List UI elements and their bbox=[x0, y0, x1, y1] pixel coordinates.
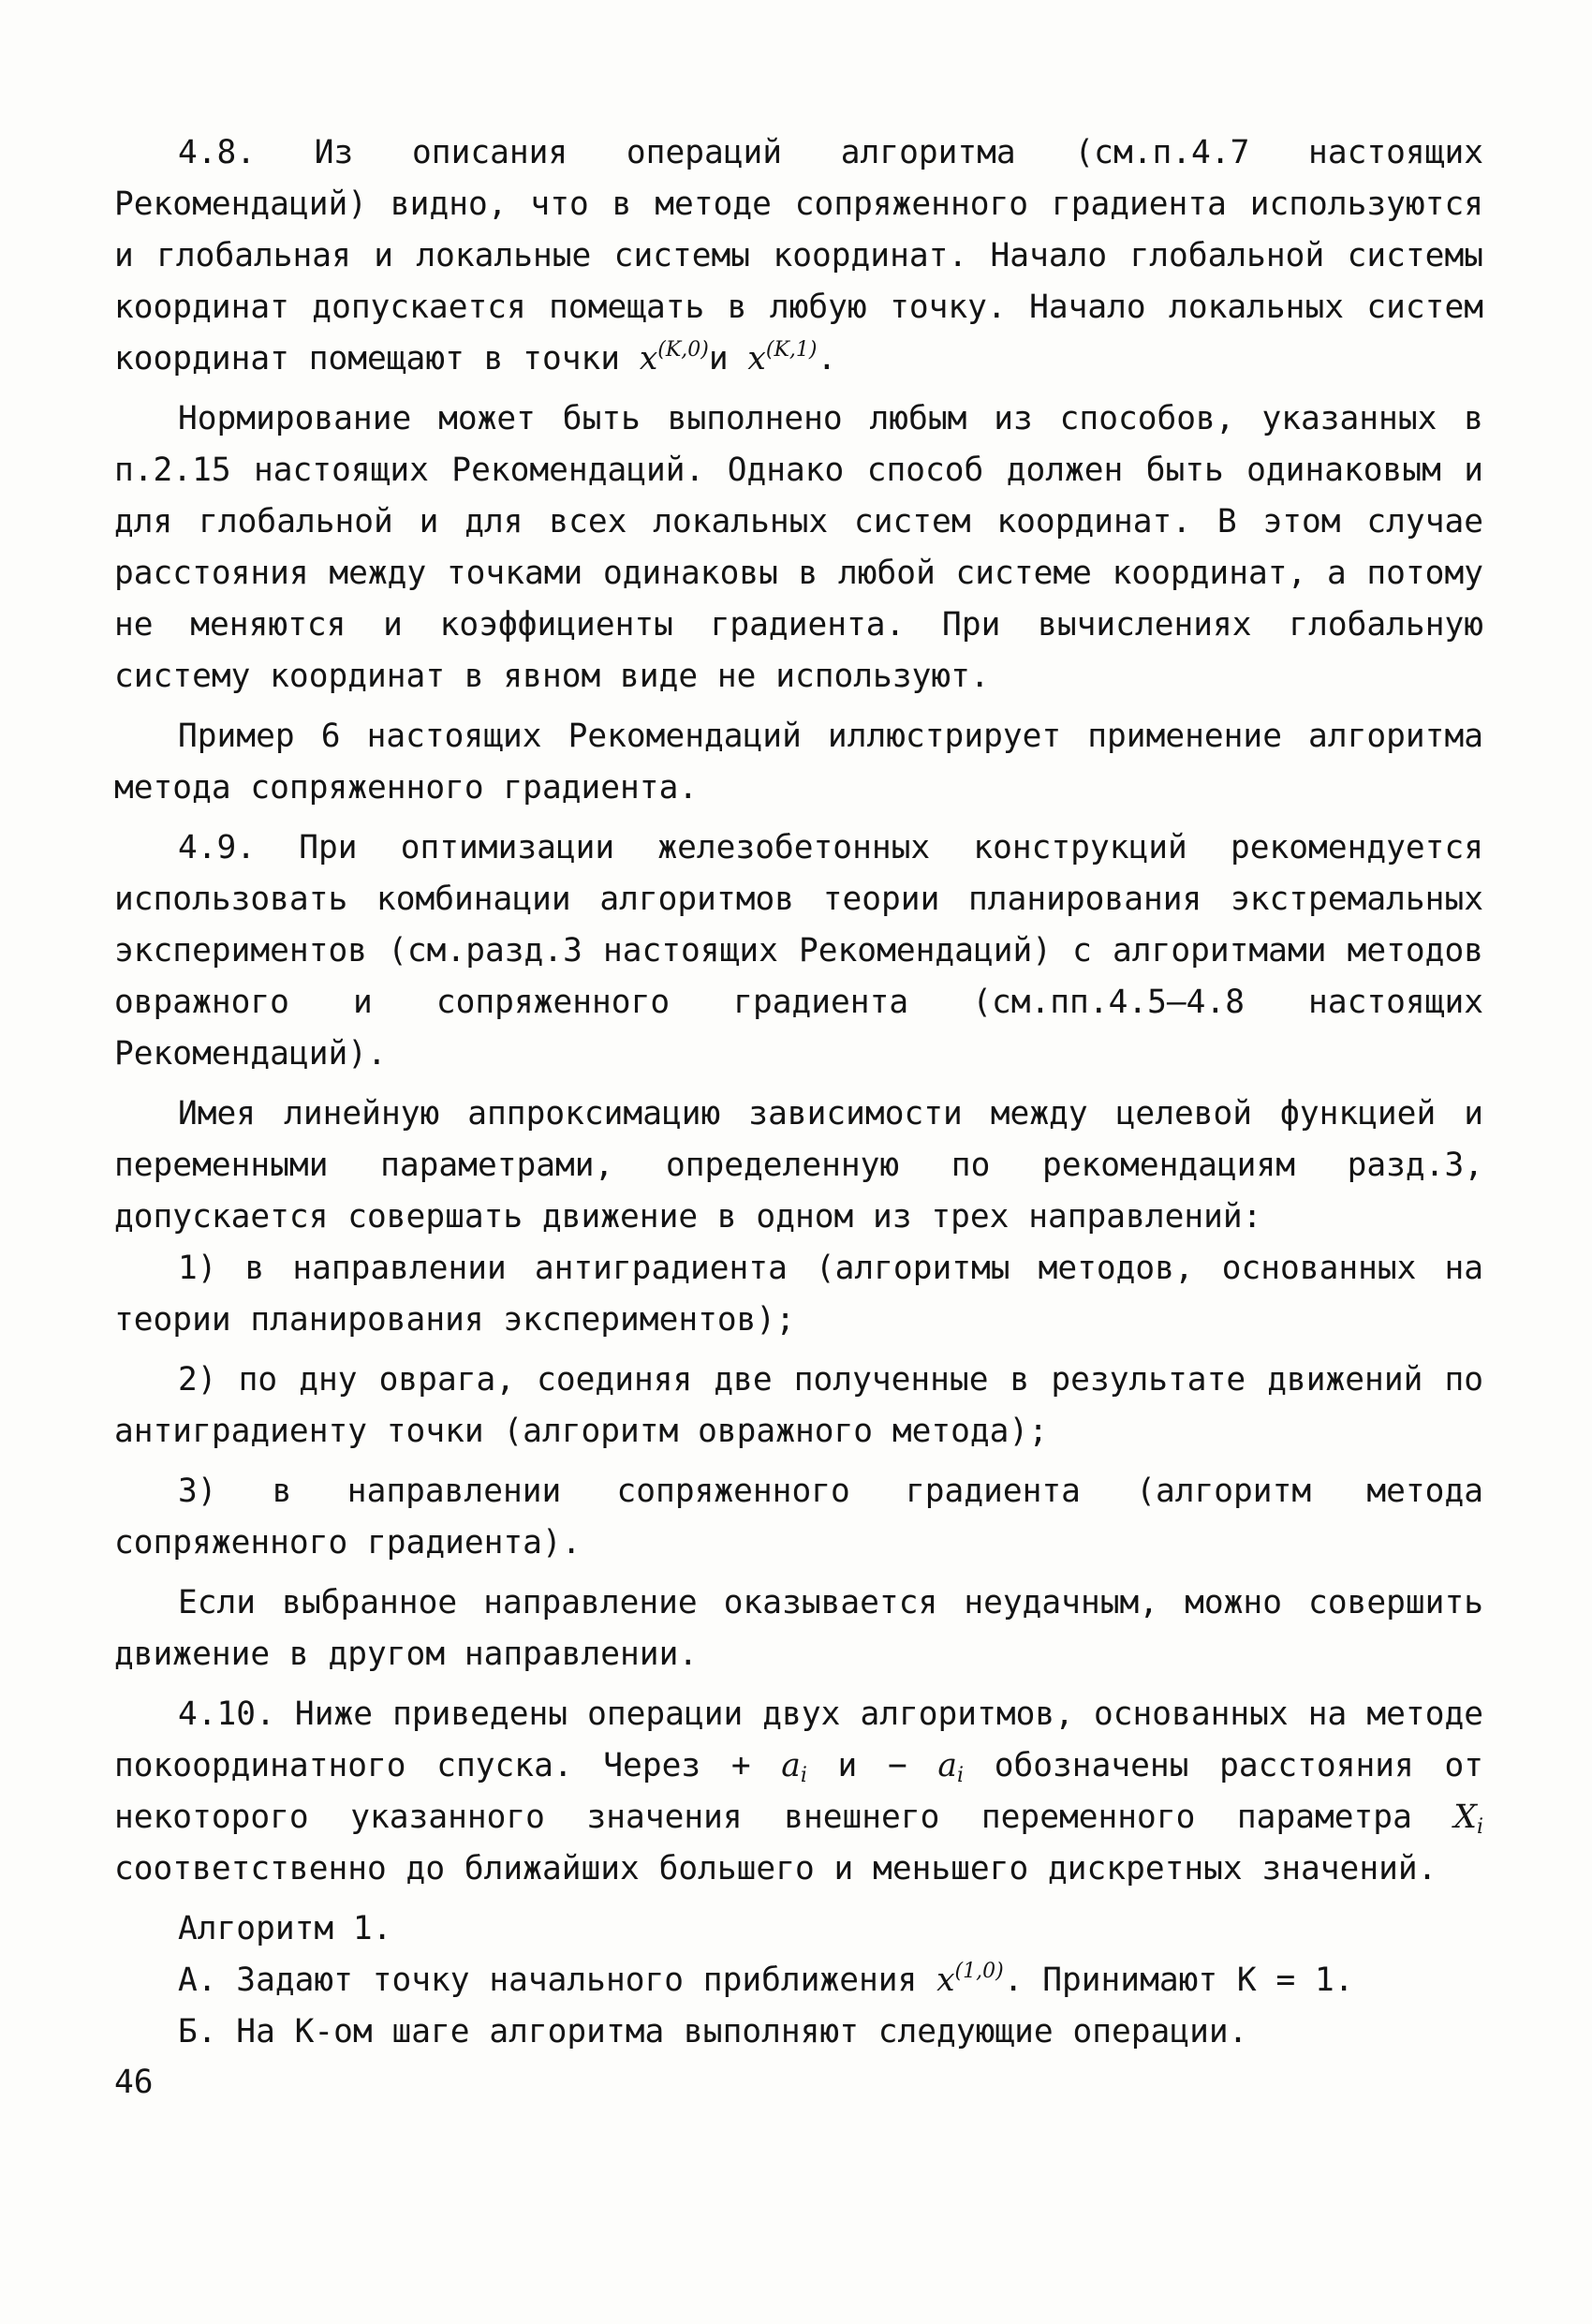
heading-algorithm-1: Алгоритм 1. bbox=[178, 1910, 392, 1947]
paragraph-step-a: А. Задают точку начального приближения $x^{(1,0)}$. Принимают К = 1. bbox=[178, 1960, 1354, 1999]
list-item-direction-2: 2) по дну оврага, соединяя две полученные в результате движений по антиградиенту точки (алгоритм овражного метода); bbox=[114, 1361, 1483, 1450]
sub-i-x: i bbox=[1476, 1815, 1483, 1839]
paragraph-normalization: Нормирование может быть выполнено любым из способов, указанных в п.2.15 настоящих Рекомендаций. Однако способ должен быть одинаковым и для глобальной и для всех локальных систем координат. В этом случае расстояния между точками одинаковы в любой системе координат, а потому не меняются и коэффициенты градиента. При вычислениях глобальную систему координат в явном виде не используют. bbox=[114, 400, 1483, 695]
paragraph-linear-approximation: Имея линейную аппроксимацию зависимости между целевой функцией и переменными параметрами, определенную по рекомендациям разд.3, допускается совершать движение в одном из трех направлений: bbox=[114, 1095, 1483, 1236]
sub-i-minus: i bbox=[957, 1764, 965, 1787]
var-x-10: x bbox=[936, 1961, 955, 1999]
paragraph-4-8: 4.8. Из описания операций алгоритма (см.п.4.7 настоящих Рекомендаций) видно, что в методе сопряженного градиента используются и глобальная и локальные системы координат. Начало глобальной системы координат допускается помещать в любую точку. Начало локальных систем координат помещают в точки $x^{(K,0)}и$ $x^{(K,1)}$. bbox=[114, 134, 1483, 377]
sup-k0: (K,0) bbox=[657, 338, 709, 362]
paragraph-4-10: 4.10. Ниже приведены операции двух алгоритмов, основанных на методе покоординатного спуска. Через + $a_i$ $и - a_i$ обозначены расстояния от некоторого указанного значения внешнего переменного параметра $X_i$ соответственно до ближайших большего и меньшего дискретных значений. bbox=[114, 1695, 1483, 1887]
var-a-minus: a bbox=[937, 1747, 957, 1784]
page-body bbox=[114, 127, 1483, 2058]
var-x-i: X bbox=[1453, 1799, 1477, 1836]
paragraph-4-9: 4.9. При оптимизации железобетонных конструкций рекомендуется использовать комбинации алгоритмов теории планирования экстремальных экспериментов (см.разд.3 настоящих Рекомендаций) с алгоритмами методов овражного и сопряженного градиента (см.пп.4.5–4.8 настоящих Рекомендаций). bbox=[114, 829, 1483, 1073]
var-x-k1: x bbox=[747, 340, 766, 377]
sub-i-plus: i bbox=[800, 1764, 807, 1787]
list-item-direction-3: 3) в направлении сопряженного градиента (алгоритм метода сопряженного градиента). bbox=[114, 1473, 1483, 1562]
sup-10: (1,0) bbox=[954, 1960, 1004, 1983]
paragraph-unsuccessful-direction: Если выбранное направление оказывается неудачным, можно совершить движение в другом направлении. bbox=[114, 1584, 1483, 1673]
var-x-k0: x bbox=[639, 340, 658, 377]
sup-k1: (K,1) bbox=[765, 338, 818, 362]
paragraph-step-b: Б. На К-ом шаге алгоритма выполняют следующие операции. bbox=[178, 2013, 1248, 2050]
page-number: 46 bbox=[114, 2064, 154, 2101]
list-item-direction-1: 1) в направлении антиградиента (алгоритмы методов, основанных на теории планирования экспериментов); bbox=[114, 1250, 1483, 1339]
paragraph-example-6: Пример 6 настоящих Рекомендаций иллюстрирует применение алгоритма метода сопряженного градиента. bbox=[114, 718, 1483, 807]
var-a-plus: a bbox=[781, 1747, 801, 1784]
